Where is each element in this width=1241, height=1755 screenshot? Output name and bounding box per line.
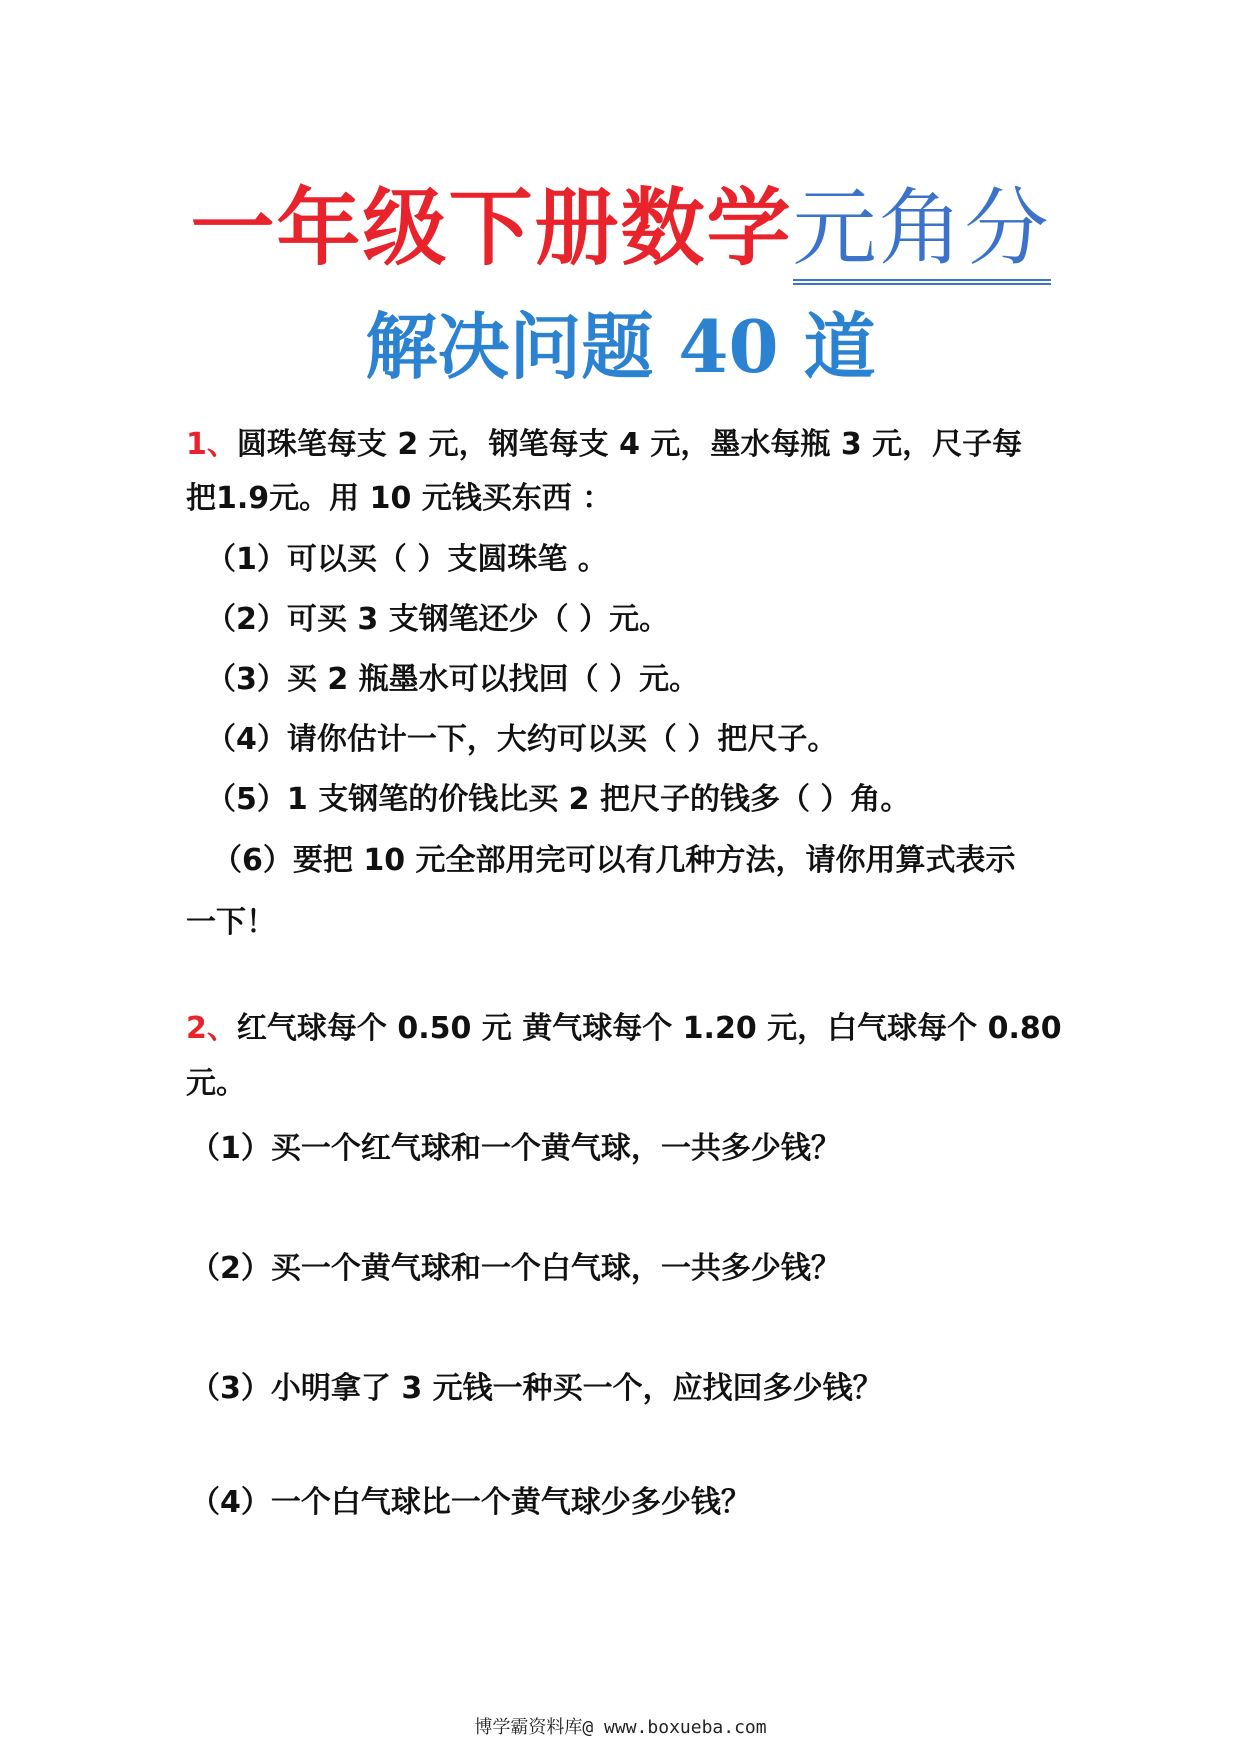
question-2-stem-line1 bbox=[186, 1009, 1062, 1049]
question-2-sub-2: （2）买一个黄气球和一个白气球，一共多少钱？ bbox=[190, 1251, 841, 1286]
question-1-sub-3: （3）买 2 瓶墨水可以找回（ ）元。 bbox=[206, 662, 700, 697]
title-red-part: 一年级下册数学 bbox=[190, 179, 793, 277]
question-1-stem-text: 圆珠笔每支 2 元，钢笔每支 4 元，墨水每瓶 3 元，尺子每 bbox=[236, 427, 1023, 462]
footer-watermark: 博学霸资料库@ www.boxueba.com bbox=[474, 1717, 767, 1738]
page-subtitle: 解决问题 40 道 bbox=[365, 304, 876, 389]
question-1-stem-line1 bbox=[186, 425, 1022, 465]
question-1-stem-line2: 把1.9元。用 10 元钱买东西 ： bbox=[186, 481, 613, 516]
question-1-sub-5: （5）1 支钢笔的价钱比买 2 把尺子的钱多（ ）角。 bbox=[206, 782, 911, 817]
page-title bbox=[0, 178, 1241, 278]
question-2-stem-line2: 元。 bbox=[186, 1066, 246, 1101]
question-1-number: 1、 bbox=[186, 427, 237, 462]
question-1-sub-2: （2）可买 3 支钢笔还少（ ）元。 bbox=[206, 602, 670, 637]
question-2-sub-3: （3）小明拿了 3 元钱一种买一个，应找回多少钱？ bbox=[190, 1371, 883, 1406]
question-1-sub-1: （1）可以买（ ）支圆珠笔 。 bbox=[206, 542, 608, 577]
title-blue-part: 元角分 bbox=[793, 179, 1051, 285]
question-1-sub-6-continued: 一下！ bbox=[186, 905, 276, 940]
question-1-sub-4: （4）请你估计一下，大约可以买（ ）把尺子。 bbox=[206, 722, 838, 757]
question-2-number: 2、 bbox=[186, 1011, 237, 1046]
question-2-sub-4: （4）一个白气球比一个黄气球少多少钱？ bbox=[190, 1485, 751, 1520]
question-1-sub-6: （6）要把 10 元全部用完可以有几种方法，请你用算式表示 bbox=[212, 843, 1016, 878]
question-2-stem-text: 红气球每个 0.50 元 黄气球每个 1.20 元，白气球每个 0.80 bbox=[236, 1011, 1062, 1046]
question-2-sub-1: （1）买一个红气球和一个黄气球，一共多少钱？ bbox=[190, 1131, 841, 1166]
